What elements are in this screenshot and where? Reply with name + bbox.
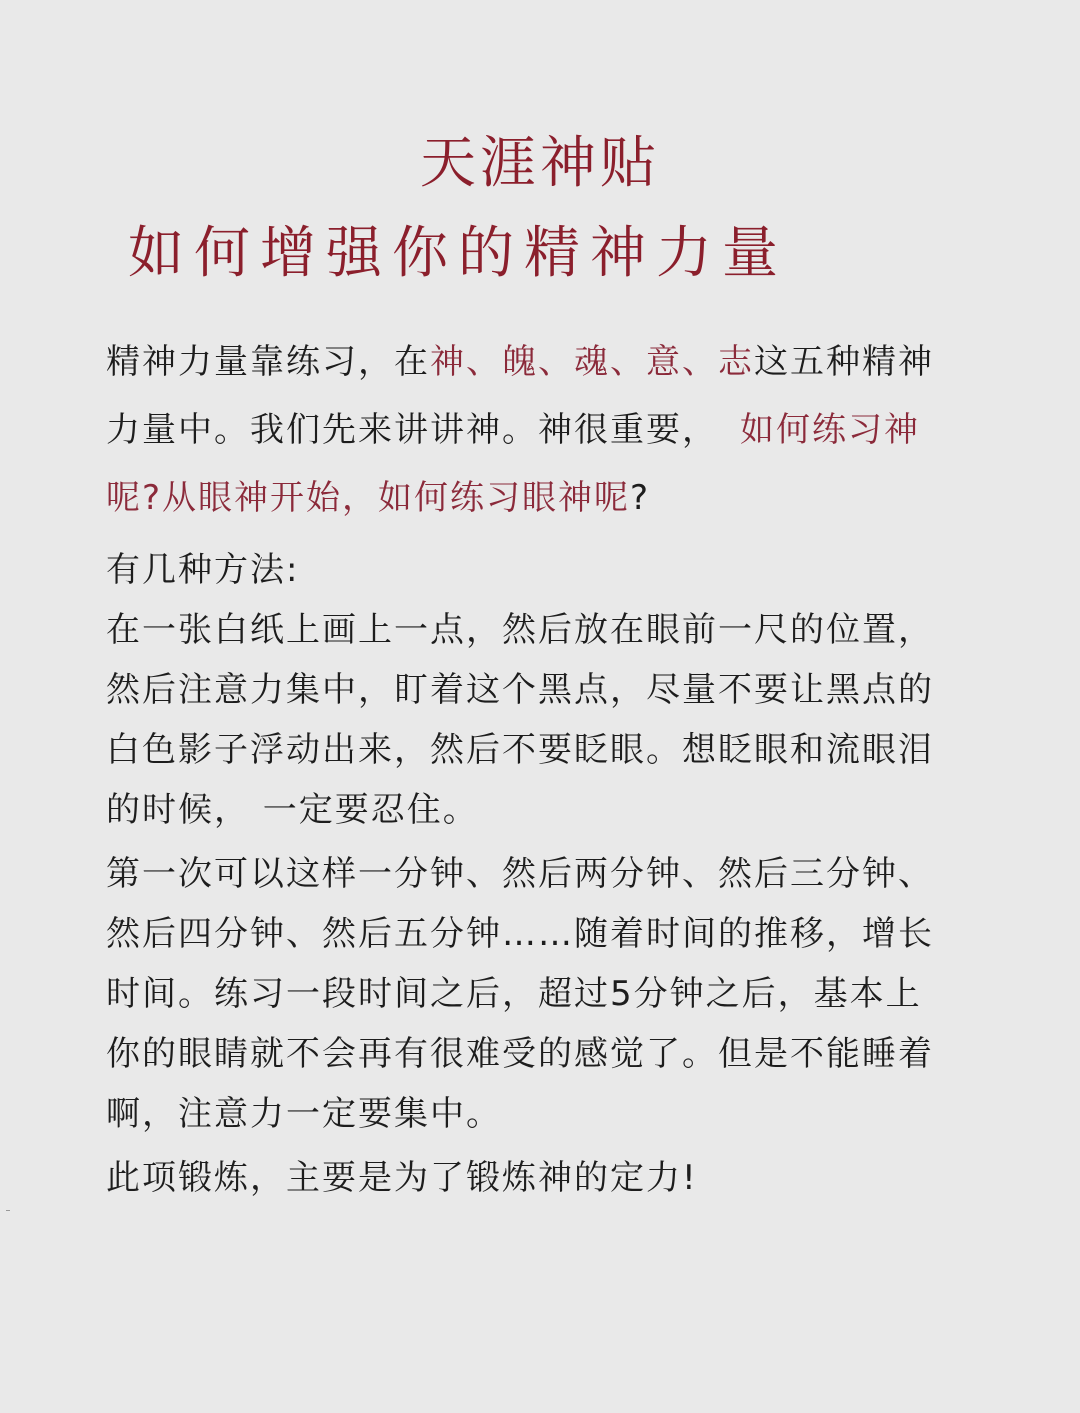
intro-text: 这五种精神: [754, 342, 934, 382]
paragraph-line: 你的眼睛就不会再有很难受的感觉了。但是不能睡着: [106, 1034, 934, 1074]
intro-text: 精神力量靠练习，在: [106, 342, 430, 382]
question-mark: ?: [630, 478, 651, 518]
paragraph-line: 的时候， 一定要忍住。: [106, 790, 479, 830]
paragraph-line: 第一次可以这样一分钟、然后两分钟、然后三分钟、: [106, 854, 934, 894]
title-line-1: 天涯神贴: [420, 131, 660, 196]
question-highlight: 如何练习神: [740, 410, 920, 450]
paragraph-line: 时间。练习一段时间之后，超过5分钟之后，基本上: [106, 974, 922, 1014]
methods-label: 有几种方法:: [106, 550, 300, 590]
question-highlight: 呢?从眼神开始，如何练习眼神呢: [106, 478, 631, 518]
method-1-paragraph: [106, 600, 1006, 840]
intro-line-3: [106, 464, 1006, 532]
intro-line-1: [106, 328, 1006, 396]
intro-text: 力量中。我们先来讲讲神。神很重要，: [106, 410, 718, 450]
intro-paragraph: [106, 328, 1006, 532]
edge-mark: [6, 1210, 10, 1211]
paragraph-line: 啊，注意力一定要集中。: [106, 1094, 502, 1134]
paragraph-line: 然后四分钟、然后五分钟……随着时间的推移，增长: [106, 914, 934, 954]
five-spirits-highlight: 神、魄、魂、意、志: [430, 342, 754, 382]
paragraph-line: 然后注意力集中，盯着这个黑点，尽量不要让黑点的: [106, 670, 934, 710]
intro-line-2: [106, 396, 1006, 464]
paragraph-line: 在一张白纸上画上一点，然后放在眼前一尺的位置，: [106, 610, 934, 650]
conclusion-paragraph: 此项锻炼，主要是为了锻炼神的定力!: [106, 1158, 698, 1198]
method-2-paragraph: [106, 844, 1006, 1144]
title-line-2: 如何增强你的精神力量: [128, 221, 788, 286]
paragraph-line: 白色影子浮动出来，然后不要眨眼。想眨眼和流眼泪: [106, 730, 934, 770]
